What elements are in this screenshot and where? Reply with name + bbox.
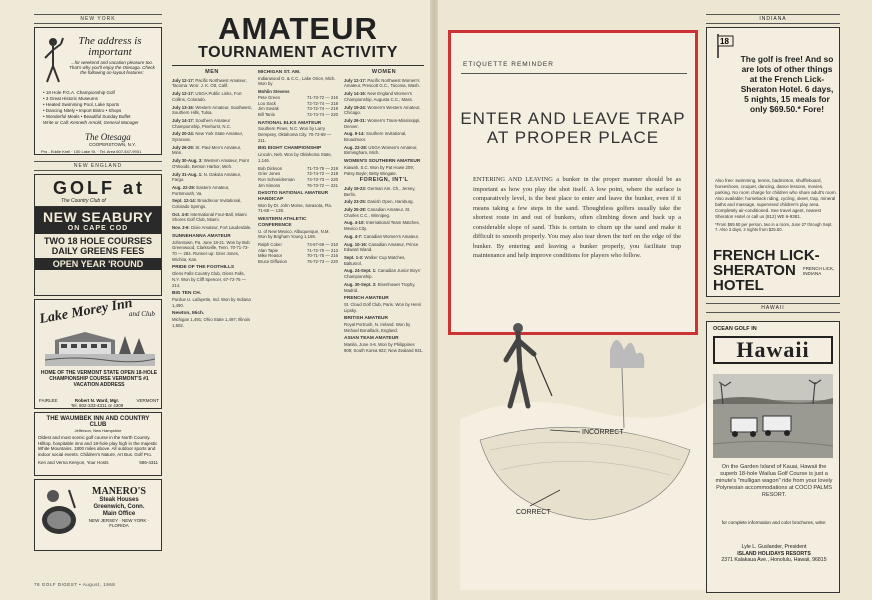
waumbek-ad[interactable]: [34, 412, 162, 476]
region-label-in: INDIANA: [706, 14, 840, 24]
otesaga-logo: The Otesaga: [85, 132, 131, 142]
list-item: [172, 105, 252, 116]
list-item: [344, 78, 424, 89]
otesaga-address: Pro - Eddie Krell · 100 Lake St. · Tel. Area 607-547-9931: [41, 149, 142, 154]
men-heading: MEN: [205, 69, 219, 75]
foreign-sec3-text: Royal Portrush, N. Ireland. Won by Michael Bonallack, England.: [344, 322, 411, 333]
entry-text: Broadmoor Invitational, Colorado Springs.: [172, 198, 242, 210]
men-sec5-text: Michigan 1,491; Ohio State 1,497; Illinois 1,502.: [172, 317, 251, 328]
morey-owner: Robert N. Ward, Mgr.: [74, 398, 120, 403]
mid-sec3-text: Lincoln, Neb. Won by Oklahoma State, 1,146.: [258, 152, 332, 163]
seabury-ad[interactable]: [34, 174, 162, 296]
list-item: • Heated Swimming Pool, Lake Sports: [43, 102, 120, 107]
mid-sec3-head: BIG EIGHT CHAMPIONSHIP: [258, 146, 322, 152]
list-item: • 18 Hole P.G.A. Championship Golf: [43, 90, 115, 95]
list-item: [344, 186, 424, 197]
table-row: [258, 259, 338, 265]
list-item: [344, 234, 424, 240]
mid-sec2-head: NATIONAL ELKS AMATEUR: [258, 120, 322, 126]
hawaii-contact-name: Lyle L. Guslander, President: [741, 544, 807, 550]
men-sec3-head: PRIDE OF THE FOOTHILLS: [172, 265, 235, 271]
mid-results2: [258, 166, 338, 189]
list-item: [172, 158, 252, 169]
etiquette-headline: ENTER AND LEAVE TRAP AT PROPER PLACE: [460, 109, 686, 147]
amateur-subtitle: TOURNAMENT ACTIVITY: [172, 44, 424, 66]
list-item: [172, 172, 252, 183]
morey-body: HOME OF THE VERMONT STATE OPEN 18-HOLE CHAMPIONSHIP COURSE VERMONT'S #1 VACATION ADDRESS: [40, 370, 158, 388]
right-ad-column: [706, 14, 840, 593]
hawaii-ad[interactable]: [706, 321, 840, 593]
manero-line2: Greenwich, Conn.: [93, 504, 145, 510]
otesaga-town: COOPERSTOWN, N.Y.: [89, 142, 136, 147]
otesaga-sub: ...for weekend and vacation pleasure too. That's why you'll enjoy the Otesaga. Check the following on-layout features:: [69, 60, 155, 75]
morey-title: Lake Morey Inn: [38, 295, 134, 328]
mid-results: [258, 95, 338, 118]
entry-text: German Am. Ch., Jersey, Berlin.: [344, 185, 416, 197]
player-name: Pete Green: [258, 94, 280, 100]
player-name: Bruce Diffusion: [258, 259, 288, 265]
mid-intro: Indianwood G. & C.C., Lake Orion, Mich. Won by: [258, 75, 336, 87]
list-item: [344, 91, 424, 102]
entry-text: Canadian Amateur, Prince Edward Island.: [344, 241, 419, 253]
table-row: [258, 112, 338, 118]
seabury-cape: ON CAPE COD: [67, 225, 129, 232]
list-item: [172, 185, 252, 196]
entry-text: New York State Amateur, Syracuse.: [172, 131, 243, 143]
player-score: 70-71-75 — 216: [306, 253, 338, 259]
correct-label: CORRECT: [516, 509, 551, 516]
entry-text: Western Amateur, Southwest, Southern Hills, Tulsa.: [172, 104, 252, 116]
entry-date: Aug. 4-7:: [344, 233, 363, 239]
etiquette-body: ENTERING AND LEAVING a bunker in the proper manner should be as important as how you play the shot itself. A low point, where the surface is comparatively level, is the best place to enter and leave the bunker, even if it means taking a few steps in the sand. Thoughtless golfers usually take the shortest route in and out of bunkers, often climbing down and back up a considerable slope of sand. This is certain to churn up the sand and make it difficult to smooth properly. You may also tear down the turf on the edge of the bunker. By entering and leaving a bunker properly, you facilitate trap maintenance and help improve conditions for players who follow.: [473, 176, 681, 259]
seabury-golf: GOLF at: [53, 178, 145, 198]
seabury-line1: TWO 18 HOLE COURSES: [43, 236, 152, 246]
incorrect-label: INCORRECT: [582, 429, 624, 436]
mid-sec2-text: Southern Pines, N.C. Won by Larry Dempsey, Oklahoma City. 70-72-69 — 211.: [258, 126, 332, 143]
seabury-open: OPEN YEAR 'ROUND: [35, 258, 161, 270]
entry-date: July 23-25:: [344, 199, 367, 205]
entry-date: July 13-16:: [172, 104, 195, 110]
men-sec2-text: Johnstown, Pa. June 18-21. Won by Bob Greenwood, Clarksville, Tenn. 70-71-73-70 — 284. Runner-up: Grier Jones, Wichita, Kan.: [172, 239, 250, 262]
golf-cart-photo-icon: [713, 374, 833, 458]
region-label-ne: NEW ENGLAND: [34, 161, 162, 171]
list-item: [172, 212, 252, 223]
seabury-clubof: The Country Club of: [61, 198, 106, 204]
entry-text: Canadian Amateur, St. Charles C.C., Winnipeg.: [344, 207, 411, 218]
waumbek-title: THE WAUMBEK INN AND COUNTRY CLUB: [46, 416, 150, 428]
foreign-sec4-head: ASIAN TEAM AMATEUR: [344, 336, 399, 342]
foreign-sec2-text: St. Cloud Golf Club, Paris. Won by Henri Lipsky.: [344, 301, 422, 313]
entry-date: July 14-16:: [344, 91, 367, 97]
seabury-line2: DAILY GREENS FEES: [51, 246, 145, 256]
mid-sec5-head: WESTERN ATHLETIC CONFERENCE: [258, 217, 307, 228]
entry-date: July 25-28:: [344, 207, 367, 213]
hawaii-title: Hawaii: [713, 336, 833, 364]
mid-winner: Mohlin Stevens: [258, 89, 290, 95]
women-list: [344, 78, 424, 156]
entry-text: Southern Invitational, Broadmoor.: [344, 131, 407, 143]
entry-date: July 31-Aug. 1:: [172, 171, 203, 177]
entry-text: International Four-Ball, Miami Shores Golf Club, Miami.: [172, 211, 247, 223]
list-item: [172, 91, 252, 102]
hawaii-contact-addr: 2371 Kalakaua Ave., Honolulu, Hawaii, 96815: [721, 557, 827, 563]
entry-text: International Team Matches, Mexico City.: [344, 220, 420, 232]
entry-date: Sept. 12-14:: [172, 198, 197, 204]
entry-date: July 19-24:: [344, 104, 367, 110]
french-lick-ad[interactable]: [706, 27, 840, 297]
entry-date: July 12-17:: [172, 91, 195, 97]
player-score: 71-72-70 — 213: [306, 247, 338, 253]
morey-ad[interactable]: [34, 295, 162, 409]
player-name: Ralph Coker: [258, 241, 282, 247]
waumbek-hosts: Ken and Verna Kenyon, Your Hosts: [38, 460, 109, 465]
player-name: Jim Simons: [258, 182, 281, 188]
mid-sec4-text: Won by Dr. John Morse, Sarasota, Fla. 71-68 — 139.: [258, 202, 332, 214]
french-lick-headline: The golf is free! And so are lots of other things at the French Lick-Sheraton Hotel. 6 days, 5 nights, 15 meals for only $69.50.* Fore!: [740, 54, 834, 114]
manero-state: NEW JERSEY · NEW YORK · FLORIDA: [88, 518, 150, 528]
entry-date: July 26-29:: [172, 144, 195, 150]
player-score: 72-74-72 — 218: [306, 171, 338, 177]
hawaii-contact: [713, 544, 835, 564]
foreign-sec3-head: BRITISH AMATEUR: [344, 316, 388, 322]
amateur-columns: [172, 69, 424, 356]
player-score: 71-73-72 — 216: [306, 94, 338, 100]
entry-text: N. Dakota Amateur, Fargo.: [172, 171, 242, 183]
entry-date: Aug. 22-28:: [344, 144, 368, 150]
seabury-name: NEW SEABURY: [43, 209, 153, 225]
manero-name: MANERO'S: [92, 486, 146, 497]
morey-phone: Tel. 802-333-4311 or 4309: [70, 403, 124, 408]
player-score: 73-72-74 — 219: [306, 106, 338, 112]
bunker-illustration-icon: [460, 310, 710, 590]
hawaii-copy: On the Garden Island of Kauai, Hawaii the superb 18-hole Wailua Golf Course is just a minute's "mulligan wagon" ride from your lovely Polynesian accommodations at COCO PALMS RESORT.: [715, 464, 833, 498]
manero-text: [81, 486, 157, 528]
men-sec3-text: Glens Falls Country Club, Glens Falls, N.Y. Won by Cliff Spencer, 67-72-75 — 214.: [172, 271, 247, 288]
seabury-lines: [35, 234, 161, 256]
table-row: [258, 183, 338, 189]
list-item: [344, 242, 424, 253]
waumbek-phone: 586-4311: [139, 460, 158, 465]
page-footer: 78 GOLF DIGEST • August, 1968: [34, 582, 116, 587]
list-item: [172, 198, 252, 209]
player-name: Alan Tapie: [258, 247, 278, 253]
seabury-banner: [35, 207, 161, 234]
morey-state: VERMONT: [136, 398, 159, 403]
etiquette-divider: [461, 73, 687, 74]
women-sec2-head: WOMEN'S SOUTHERN AMATEUR: [344, 159, 421, 165]
mid-sec4-head: DeSOTO NATIONAL AMATEUR HANDICAP: [258, 191, 329, 203]
men-list: [172, 78, 252, 231]
foreign-list: [344, 186, 424, 293]
player-score: 74-73-73 — 220: [306, 176, 338, 182]
amateur-section: [172, 11, 424, 590]
entry-text: Eastern Amateur, Portsmouth, Va.: [172, 184, 230, 196]
entry-date: Oct. 4-8:: [172, 211, 190, 217]
entry-date: Nov. 3-6:: [172, 225, 190, 231]
men-sec2-head: SUNNEHANNA AMATEUR: [172, 233, 231, 239]
mid-heading: MICHIGAN ST. AM.: [258, 70, 301, 75]
player-name: Bill Tanis: [258, 111, 275, 117]
entry-date: July 26-31:: [344, 117, 367, 123]
entry-text: Southern Amateur Championship, Pinehurst, N.C.: [172, 117, 231, 129]
player-score: 72-72-74 — 218: [306, 100, 338, 106]
women-heading: WOMEN: [371, 69, 397, 75]
hawaii-info: for complete information and color brochures, write:: [721, 520, 827, 525]
entry-date: July 12-17:: [344, 77, 367, 83]
foreign-sec4-text: Manila, June 4-6. Won by Philippines 908; South Korea 922; New Zealand 931.: [344, 342, 424, 353]
entry-text: Dixie Amateur, Fort Lauderdale.: [191, 225, 252, 231]
entry-text: Eisenhower Trophy, Madrid.: [344, 281, 416, 293]
entry-date: July 30-Aug. 3:: [172, 158, 203, 164]
player-name: Ron Schneiderman: [258, 176, 295, 182]
list-item: [344, 199, 424, 205]
otesaga-contact: Write or Call: Kenneth Arnold, General Manager: [43, 120, 139, 125]
entry-text: Canadian Women's Amateur.: [363, 233, 420, 239]
list-item: [344, 131, 424, 142]
entry-text: Danish Open, Hamburg.: [367, 199, 414, 205]
entry-date: Aug. 9-14:: [344, 131, 365, 137]
manero-ad[interactable]: [34, 479, 162, 551]
list-item: [172, 225, 252, 231]
entry-text: Canadian Junior Boys' Championship.: [344, 268, 421, 280]
foreign-heading: FOREIGN, INT'L: [359, 177, 409, 184]
player-score: 75-72-73 — 220: [306, 259, 338, 265]
list-item: • Dancing Nitely • Import Bistro • Shops: [43, 108, 122, 113]
entry-date: July 12-17:: [172, 77, 195, 83]
list-item: [344, 118, 424, 129]
waumbek-body: Oldest and most scenic golf course in the North Country. Hilltop, hospitable inns and 18-hole play high in the majestic White Mountains. 1800 miles above. All outdoor sports and indoor social events. Children's Nature, Art Bus. Golf Pro.: [38, 435, 158, 457]
list-item: [344, 268, 424, 279]
men-sec5-head: Newton, Mich.: [172, 311, 205, 317]
entry-date: Aug. 10-16:: [344, 241, 368, 247]
entry-date: Aug. 22-29:: [172, 184, 196, 190]
entry-text: New England Women's Championship, Augusta C.C., Mass.: [344, 91, 414, 102]
hawaii-label: OCEAN GOLF IN: [713, 326, 757, 332]
list-item: [344, 207, 424, 218]
list-item: [344, 255, 424, 266]
list-item: [344, 282, 424, 293]
otesaga-ad[interactable]: [34, 27, 162, 155]
manero-line3: Main Office: [102, 511, 136, 517]
entry-date: July 19-23:: [344, 185, 367, 191]
entry-text: Pacific Northwest Amateur, Tacoma. Won: J. K. Ott, Calif.: [172, 77, 247, 89]
player-name: Lou Sack: [258, 100, 276, 106]
player-score: 76-73-72 — 221: [306, 182, 338, 188]
manero-line1: Steak Houses: [99, 497, 139, 503]
etiquette-box: [448, 30, 698, 335]
french-lick-copy: Also free: swimming, tennis, badminton, shuffleboard, horseshoes, croquet, dancing, dance lessons, movies, parking. No room charge for children who share adult's room. Also available: horseback riding, cycling, skeet, trap, mineral baths and massage, supervised children's play area. Completely air-conditioned. See travel agent, nearest Sheraton Hotel or call us (812) WE 6-9381.: [715, 178, 837, 219]
entry-date: Sept. 1-3:: [344, 254, 364, 260]
morey-owner-row: [39, 398, 159, 408]
entry-date: Aug. 24-Sept. 1:: [344, 268, 377, 274]
men-sec4-head: BIG TEN CH.: [172, 291, 202, 297]
hawaii-contact-org: ISLAND HOLIDAYS RESORTS: [737, 550, 811, 557]
entry-text: USGA Public Links, Fort Collins, Colorado.: [172, 91, 242, 102]
inn-illustration-icon: [45, 326, 155, 366]
region-label-hi: HAWAII: [706, 303, 840, 313]
women-sec2-text: Kiawah, S.C. Won by Pat Howe 209; Patsy Boyle; Betty Wingate.: [344, 164, 414, 176]
otesaga-headline: The address is important: [78, 35, 142, 58]
left-ad-column: [34, 14, 162, 584]
golfer-icon: [41, 36, 65, 86]
mid-results3: [258, 242, 338, 265]
french-lick-town: FRENCH LICK, INDIANA: [803, 266, 835, 276]
player-score: 71-73-75 — 219: [306, 165, 338, 171]
entry-text: USGA Women's Amateur, Birmingham, Mich.: [344, 144, 418, 156]
list-item: [344, 145, 424, 156]
entry-text: St. Paul Men's Amateur, Minn.: [172, 144, 242, 156]
entry-text: Women's Western Amateur, Chicago.: [344, 104, 421, 116]
women-column: [344, 69, 424, 356]
entry-date: Aug. 4-10:: [344, 220, 365, 226]
seabury-top: [35, 175, 161, 207]
entry-date: July 14-17:: [172, 117, 195, 123]
foreign-sec2-head: FRENCH AMATEUR: [344, 296, 389, 302]
morey-owner-block: [71, 398, 123, 408]
flag-number: 18: [720, 37, 729, 46]
mid-sec5-text: U. of New Mexico, Albuquerque, N.M. Won by Brigham Young 1,169.: [258, 228, 330, 240]
otesaga-features: [43, 90, 131, 120]
waumbek-footer: [38, 460, 158, 465]
etiquette-label: ETIQUETTE REMINDER: [463, 61, 554, 68]
men-column: [172, 69, 252, 356]
list-item: • Wonderful Meals • Beautiful Sunday Buffet: [43, 114, 131, 119]
player-name: Jim Soviak: [258, 106, 279, 112]
steak-illustration-icon: [39, 486, 79, 542]
list-item: [172, 145, 252, 156]
men-sec4-text: Purdue U. Lafayette, Ind. Won by Indiana 1,490.: [172, 296, 251, 308]
entry-text: Walker Cup Matches, Baltusrol.: [344, 254, 406, 266]
player-score: 72-74-74 — 220: [306, 111, 338, 117]
list-item: [172, 118, 252, 129]
list-item: [172, 131, 252, 142]
player-name: Grier Jones: [258, 171, 281, 177]
list-item: • 3 Great Historic Museums: [43, 96, 98, 101]
list-item: [344, 220, 424, 231]
entry-text: Women's Trans-Mississippi, Denver.: [344, 117, 421, 129]
middle-column: [258, 69, 338, 356]
waumbek-sub: Jefferson, New Hampshire: [74, 428, 122, 433]
player-score: 74-67-69 — 210: [306, 241, 338, 247]
amateur-title: AMATEUR: [218, 11, 378, 46]
morey-left: FAIRLEE: [39, 398, 58, 403]
french-lick-price: *From $69.50 per person, two in a room, June 27 through Sept. 7. Also 3 days, 2 nights from $25.50.: [715, 222, 833, 233]
page-gutter: [430, 0, 438, 600]
entry-date: July 20-24:: [172, 131, 195, 137]
french-lick-name: FRENCH LICK-SHERATON HOTEL: [713, 247, 820, 294]
player-name: Mike Reasor: [258, 253, 283, 259]
region-label-ny: NEW YORK: [34, 14, 162, 24]
list-item: [172, 78, 252, 89]
entry-text: Pacific Northwest Women's Amateur, Prescott G.C., Tacoma, Wash.: [344, 77, 420, 89]
flag-icon: [715, 34, 735, 58]
morey-club: and Club: [129, 310, 155, 318]
entry-text: Western Amateur, Point O'Woods, Benton Harbor, Mich.: [172, 158, 249, 169]
player-name: Bob Dickson: [258, 165, 283, 171]
entry-date: Aug. 30-Sept. 3:: [344, 281, 377, 287]
list-item: [344, 105, 424, 116]
